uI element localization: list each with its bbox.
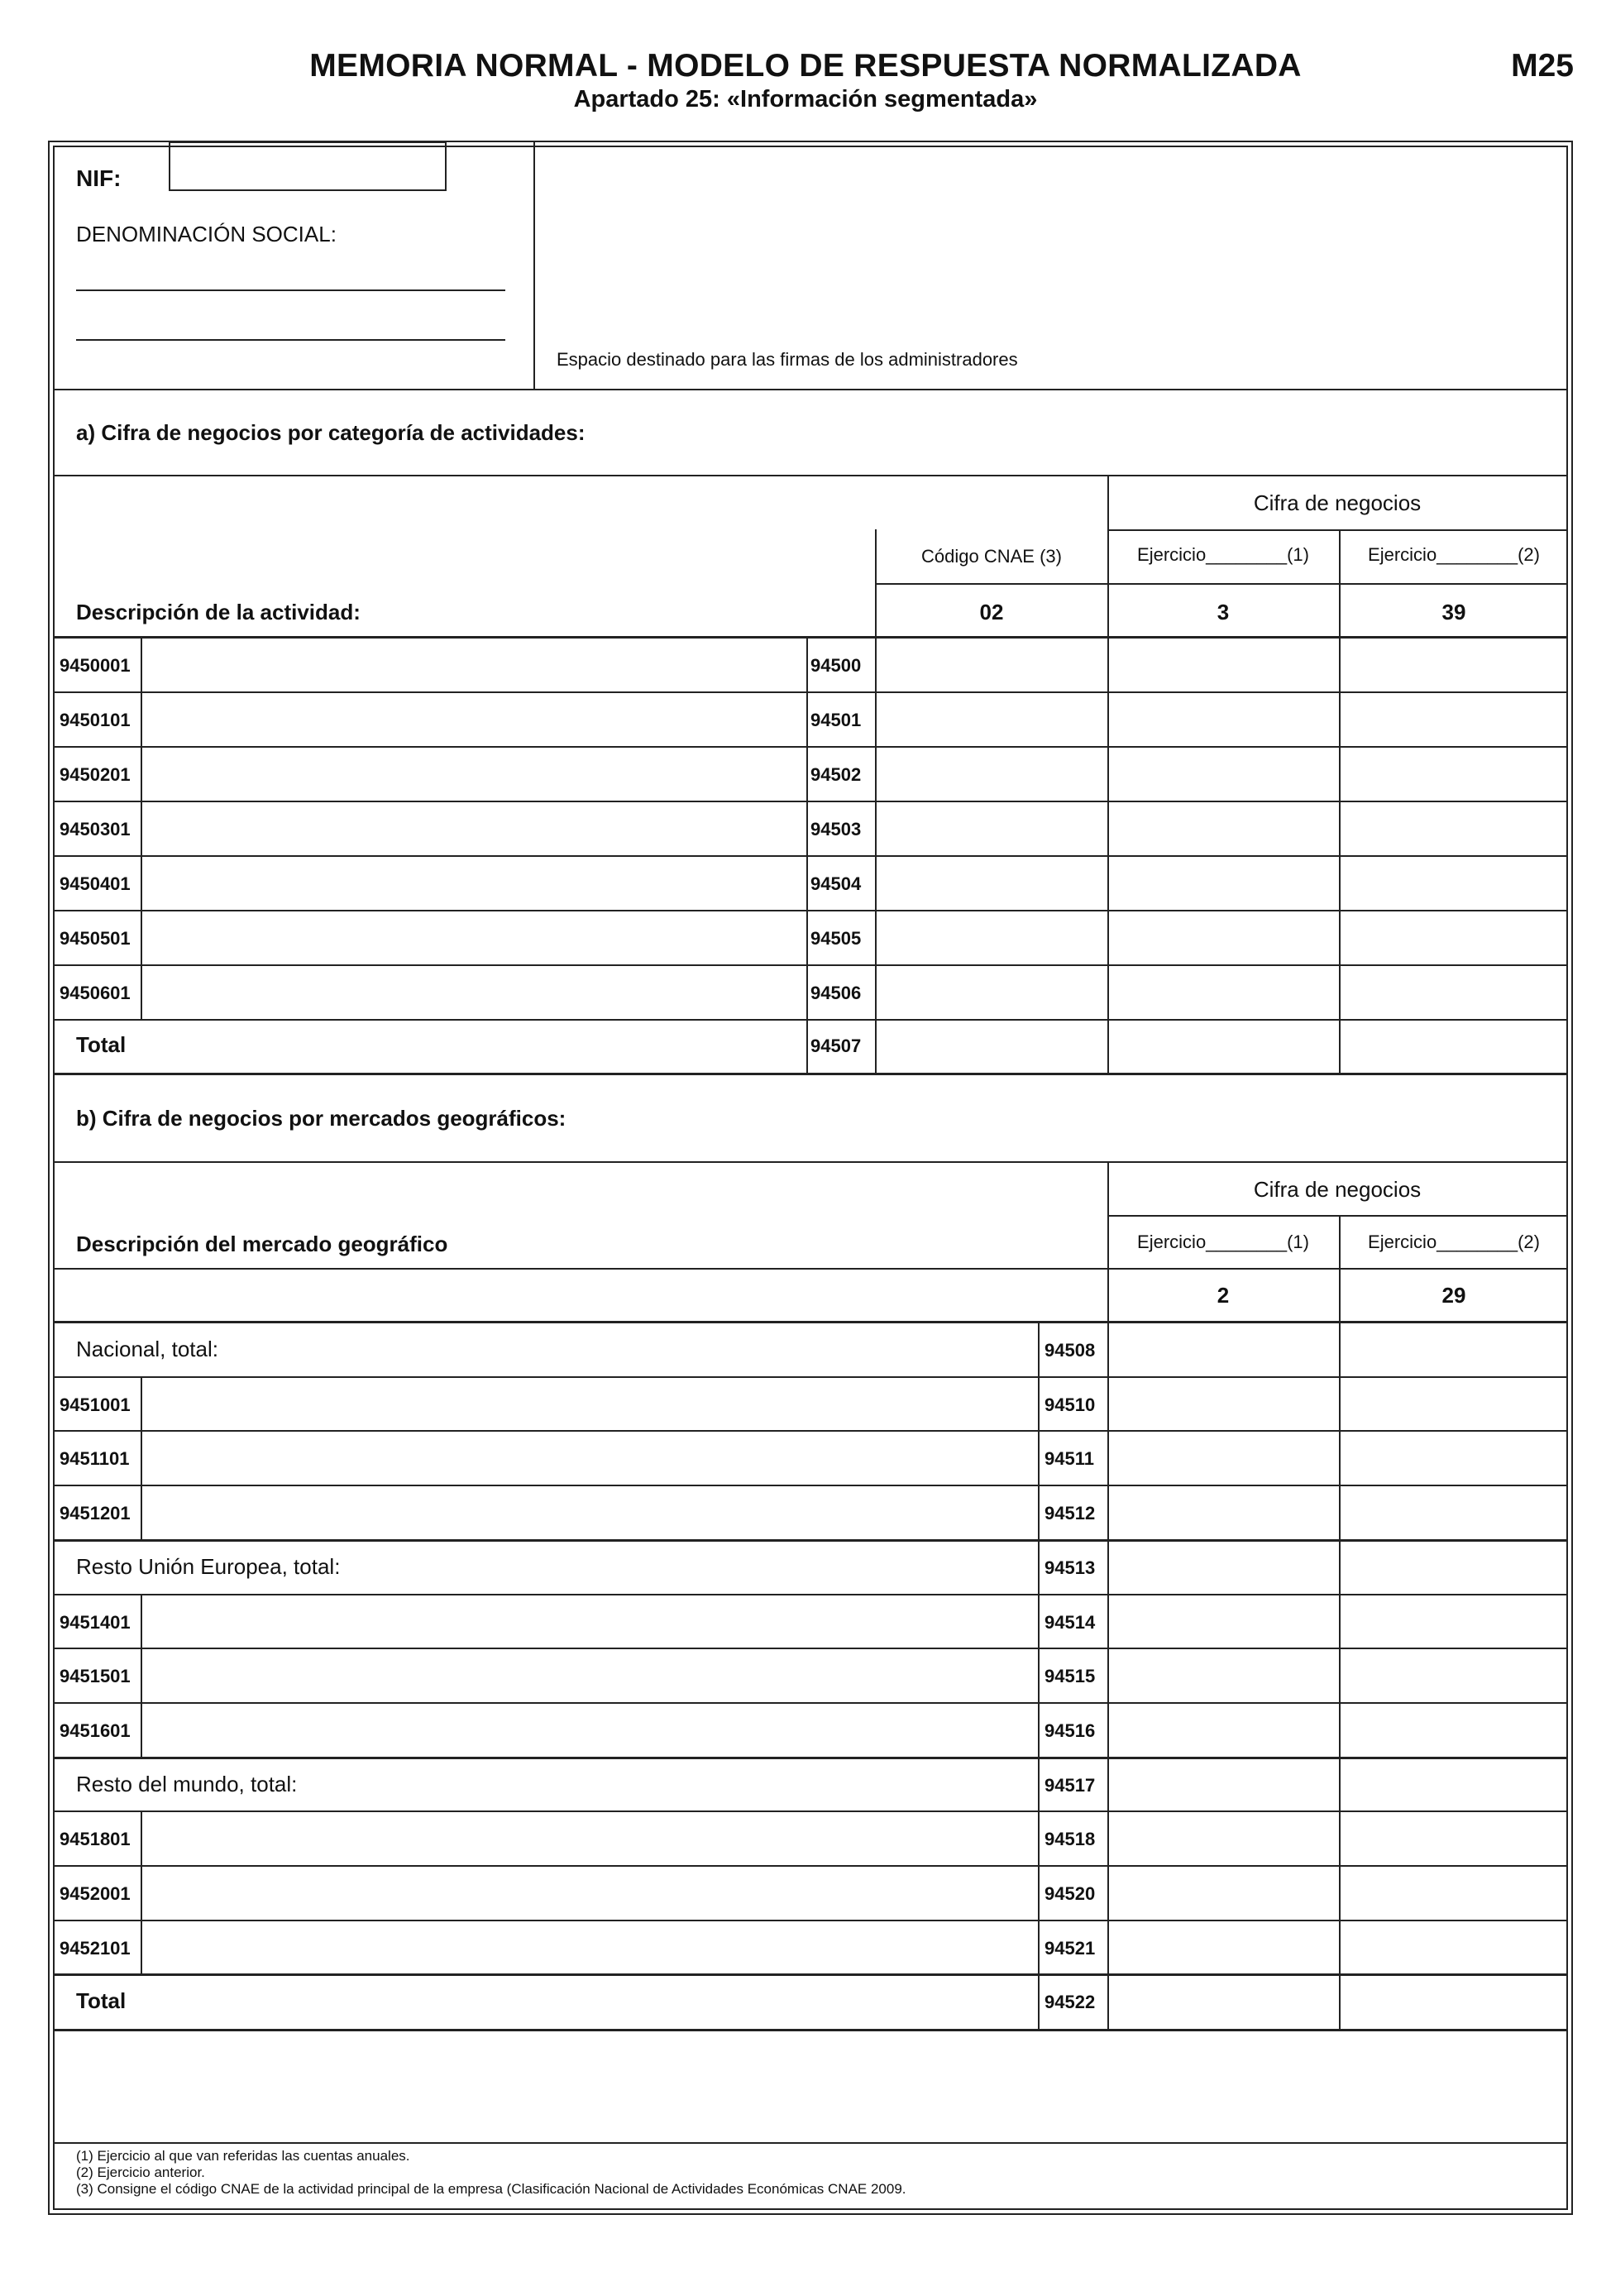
market-ej1-input[interactable] <box>1110 1650 1337 1700</box>
activity-box-code: 94500 <box>810 655 862 676</box>
market-ej2-input[interactable] <box>1341 1759 1566 1809</box>
market-ej2-input[interactable] <box>1341 1542 1566 1591</box>
market-ej1-input[interactable] <box>1110 1433 1337 1482</box>
activity-box-code: 94505 <box>810 928 862 949</box>
market-box-code: 94514 <box>1045 1612 1096 1633</box>
footnote-2: (2) Ejercicio anterior. <box>76 2164 205 2180</box>
market-ej2-input[interactable] <box>1341 1868 1566 1917</box>
divider <box>53 475 1568 476</box>
divider <box>1107 529 1568 531</box>
market-code: 9451101 <box>60 1448 130 1469</box>
signatures-area[interactable] <box>536 147 1566 389</box>
activity-cnae-input[interactable] <box>877 639 1106 690</box>
activity-ej2-input[interactable] <box>1341 803 1566 854</box>
section-a-total-ej1-cell[interactable] <box>1110 1021 1337 1072</box>
page-subtitle: Apartado 25: «Información segmentada» <box>573 86 1038 112</box>
market-ej2-input[interactable] <box>1341 1324 1566 1374</box>
market-ej1-input[interactable] <box>1110 1542 1337 1591</box>
activity-description-input[interactable] <box>143 912 805 963</box>
activity-ej1-input[interactable] <box>1110 749 1337 799</box>
market-description-input[interactable] <box>143 1650 1036 1700</box>
row-divider <box>53 1648 1568 1649</box>
divider <box>141 1430 142 1485</box>
market-ej1-input[interactable] <box>1110 1324 1337 1374</box>
divider <box>53 1321 1568 1323</box>
divider <box>533 141 535 390</box>
divider <box>53 2142 1568 2144</box>
market-group-label: Resto Unión Europea, total: <box>76 1554 341 1579</box>
divider <box>141 1594 142 1648</box>
activity-description-input[interactable] <box>143 803 805 854</box>
market-box-code: 94511 <box>1045 1448 1094 1469</box>
market-box-code: 94520 <box>1045 1883 1096 1904</box>
section-b-cifra-header: Cifra de negocios <box>1253 1177 1422 1202</box>
section-a-ej2-header: Ejercicio________(2) <box>1368 544 1540 565</box>
section-b-ej2-header: Ejercicio________(2) <box>1368 1232 1540 1252</box>
row-divider <box>53 855 1568 857</box>
market-ej2-input[interactable] <box>1341 1487 1566 1537</box>
activity-code: 9450601 <box>60 983 131 1003</box>
activity-cnae-input[interactable] <box>877 858 1106 908</box>
market-code: 9451401 <box>60 1612 131 1633</box>
divider <box>1107 1161 1109 2030</box>
activity-ej1-input[interactable] <box>1110 967 1337 1017</box>
market-box-code: 94517 <box>1045 1775 1096 1796</box>
market-code: 9451601 <box>60 1720 131 1741</box>
market-code: 9452001 <box>60 1883 131 1904</box>
market-ej1-input[interactable] <box>1110 1705 1337 1754</box>
blank-area <box>55 2032 1566 2141</box>
market-total-label: Total <box>76 1988 127 2013</box>
row-divider <box>53 1430 1568 1432</box>
nif-label: NIF: <box>76 165 122 191</box>
market-description-input[interactable] <box>143 1433 1036 1482</box>
section-a-ej1-header: Ejercicio________(1) <box>1137 544 1309 565</box>
market-ej2-input[interactable] <box>1341 1705 1566 1754</box>
activity-description-input[interactable] <box>143 639 805 690</box>
market-box-code: 94510 <box>1045 1394 1096 1415</box>
activity-code: 9450401 <box>60 873 131 894</box>
row-divider <box>53 1376 1568 1378</box>
activity-cnae-input[interactable] <box>877 749 1106 799</box>
divider <box>141 1376 142 1431</box>
market-ej1-input[interactable] <box>1110 1596 1337 1646</box>
market-ej2-input[interactable] <box>1341 1813 1566 1863</box>
divider <box>53 1161 1568 1163</box>
market-description-input[interactable] <box>143 1379 1036 1428</box>
market-code: 9451501 <box>60 1666 131 1686</box>
activity-cnae-input[interactable] <box>877 694 1106 744</box>
market-box-code: 94512 <box>1045 1503 1096 1523</box>
activity-ej2-input[interactable] <box>1341 694 1566 744</box>
footnote-1: (1) Ejercicio al que van referidas las cuentas anuales. <box>76 2148 410 2164</box>
market-box-code: 94522 <box>1045 1992 1096 2012</box>
activity-box-code: 94501 <box>810 710 862 730</box>
activity-box-code: 94504 <box>810 873 862 894</box>
activity-ej2-input[interactable] <box>1341 967 1566 1017</box>
market-description-input[interactable] <box>143 1596 1036 1646</box>
section-a-total-ej2-cell[interactable] <box>1341 1021 1566 1072</box>
activity-description-input[interactable] <box>143 858 805 908</box>
nif-input[interactable] <box>169 141 447 191</box>
divider <box>1038 1322 1040 2030</box>
market-ej1-input[interactable] <box>1110 1976 1337 2026</box>
section-a-total-cnae-cell[interactable] <box>877 1021 1106 1072</box>
market-description-input[interactable] <box>143 1705 1036 1754</box>
market-ej1-input[interactable] <box>1110 1759 1337 1809</box>
divider <box>141 1810 142 1865</box>
section-b-code-ej2: 29 <box>1441 1283 1466 1308</box>
section-a-desc-header: Descripción de la actividad: <box>76 600 361 624</box>
market-box-code: 94515 <box>1045 1666 1096 1686</box>
row-divider <box>53 801 1568 802</box>
market-description-input[interactable] <box>143 1813 1036 1863</box>
market-code: 9451801 <box>60 1829 131 1849</box>
row-divider <box>53 1810 1568 1812</box>
row-divider <box>53 1865 1568 1867</box>
activity-description-input[interactable] <box>143 694 805 744</box>
activity-cnae-input[interactable] <box>877 912 1106 963</box>
denominacion-field-line1[interactable] <box>76 289 505 291</box>
market-ej1-input[interactable] <box>1110 1487 1337 1537</box>
divider <box>53 1073 1568 1075</box>
market-description-input[interactable] <box>143 1868 1036 1917</box>
activity-box-code: 94503 <box>810 819 862 839</box>
divider <box>53 1268 1568 1270</box>
activity-description-input[interactable] <box>143 749 805 799</box>
market-box-code: 94518 <box>1045 1829 1096 1849</box>
row-divider <box>53 1702 1568 1704</box>
market-code: 9451201 <box>60 1503 131 1523</box>
row-divider <box>53 1920 1568 1921</box>
denominacion-field-line2[interactable] <box>76 339 505 341</box>
activity-ej1-input[interactable] <box>1110 858 1337 908</box>
market-ej1-input[interactable] <box>1110 1922 1337 1972</box>
market-ej1-input[interactable] <box>1110 1868 1337 1917</box>
market-group-label: Nacional, total: <box>76 1337 218 1361</box>
divider <box>141 1865 142 1920</box>
activity-box-code: 94502 <box>810 764 862 785</box>
signatures-note: Espacio destinado para las firmas de los administradores <box>557 349 1018 370</box>
section-a-total-box: 94507 <box>810 1036 862 1056</box>
activity-cnae-input[interactable] <box>877 803 1106 854</box>
activity-code: 9450101 <box>60 710 131 730</box>
market-ej1-input[interactable] <box>1110 1813 1337 1863</box>
divider <box>1107 475 1109 1074</box>
divider <box>53 2029 1568 2031</box>
activity-box-code: 94506 <box>810 983 862 1003</box>
activity-code: 9450501 <box>60 928 131 949</box>
market-ej2-input[interactable] <box>1341 1596 1566 1646</box>
market-group-label: Resto del mundo, total: <box>76 1772 298 1796</box>
divider <box>1339 1215 1341 2030</box>
divider <box>875 583 1568 585</box>
activity-ej2-input[interactable] <box>1341 749 1566 799</box>
section-a-total-label: Total <box>76 1032 127 1057</box>
section-b-desc-header: Descripción del mercado geográfico <box>76 1232 448 1256</box>
row-divider <box>53 964 1568 966</box>
activity-ej1-input[interactable] <box>1110 639 1337 690</box>
divider <box>141 1648 142 1702</box>
market-ej2-input[interactable] <box>1341 1379 1566 1428</box>
activity-description-input[interactable] <box>143 967 805 1017</box>
row-divider <box>53 1485 1568 1486</box>
market-box-code: 94513 <box>1045 1557 1096 1578</box>
activity-ej1-input[interactable] <box>1110 694 1337 744</box>
market-ej2-input[interactable] <box>1341 1433 1566 1482</box>
divider <box>141 637 142 1019</box>
market-box-code: 94521 <box>1045 1938 1096 1959</box>
market-ej1-input[interactable] <box>1110 1379 1337 1428</box>
market-box-code: 94516 <box>1045 1720 1096 1741</box>
market-ej2-input[interactable] <box>1341 1922 1566 1972</box>
divider <box>53 636 1568 639</box>
activity-ej1-input[interactable] <box>1110 803 1337 854</box>
section-a-code-cnae: 02 <box>979 600 1004 624</box>
section-a-cifra-header: Cifra de negocios <box>1253 490 1422 515</box>
activity-code: 9450001 <box>60 655 131 676</box>
divider <box>141 1920 142 1974</box>
row-divider <box>53 1019 1568 1021</box>
row-divider <box>53 746 1568 748</box>
activity-ej2-input[interactable] <box>1341 912 1566 963</box>
model-code: M25 <box>1511 48 1574 84</box>
divider <box>1107 1215 1568 1217</box>
page-title: MEMORIA NORMAL - MODELO DE RESPUESTA NORMALIZADA <box>309 48 1302 84</box>
divider <box>141 1485 142 1539</box>
denominacion-label: DENOMINACIÓN SOCIAL: <box>76 222 337 246</box>
market-box-code: 94508 <box>1045 1340 1096 1361</box>
activity-ej2-input[interactable] <box>1341 858 1566 908</box>
row-divider <box>53 910 1568 911</box>
section-a-code-ej2: 39 <box>1441 600 1466 624</box>
divider <box>141 1702 142 1757</box>
section-b-ej1-header: Ejercicio________(1) <box>1137 1232 1309 1252</box>
activity-code: 9450301 <box>60 819 131 839</box>
row-divider <box>53 691 1568 693</box>
market-ej2-input[interactable] <box>1341 1650 1566 1700</box>
row-divider <box>53 1594 1568 1595</box>
section-b-code-ej1: 2 <box>1217 1283 1230 1308</box>
activity-cnae-input[interactable] <box>877 967 1106 1017</box>
section-b-title: b) Cifra de negocios por mercados geográficos: <box>76 1106 566 1131</box>
activity-code: 9450201 <box>60 764 131 785</box>
footnote-3: (3) Consigne el código CNAE de la actividad principal de la empresa (Clasificación Nacional de Actividades Económicas CNAE 2009. <box>76 2181 906 2197</box>
market-code: 9452101 <box>60 1938 131 1959</box>
activity-ej1-input[interactable] <box>1110 912 1337 963</box>
activity-ej2-input[interactable] <box>1341 639 1566 690</box>
market-description-input[interactable] <box>143 1487 1036 1537</box>
market-description-input[interactable] <box>143 1922 1036 1972</box>
market-ej2-input[interactable] <box>1341 1976 1566 2026</box>
section-a-title: a) Cifra de negocios por categoría de actividades: <box>76 420 586 445</box>
divider <box>53 389 1568 390</box>
section-a-cnae-header: Código CNAE (3) <box>921 546 1062 567</box>
market-code: 9451001 <box>60 1394 131 1415</box>
section-a-code-ej1: 3 <box>1217 600 1230 624</box>
